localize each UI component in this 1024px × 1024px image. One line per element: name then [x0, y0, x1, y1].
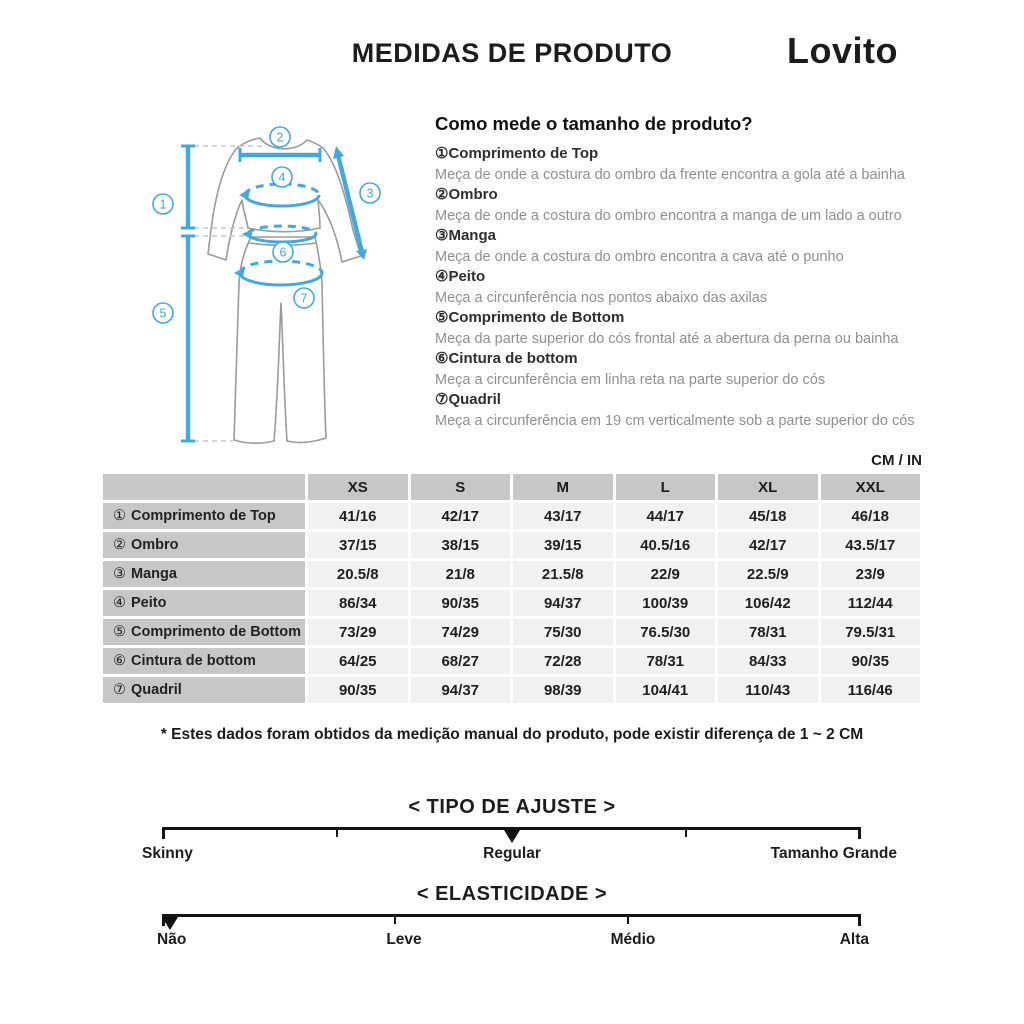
size-value-cell: 38/15 — [411, 532, 511, 558]
svg-text:6: 6 — [279, 245, 287, 260]
size-value-cell: 84/33 — [718, 648, 818, 674]
size-value-cell: 44/17 — [616, 503, 716, 529]
size-value-cell: 46/18 — [821, 503, 921, 529]
callout-1-icon — [153, 194, 173, 214]
row-label-text: Peito — [131, 595, 167, 611]
row-label-text: Manga — [131, 566, 177, 582]
elasticity-label-alta: Alta — [839, 931, 869, 948]
measurement-lines — [181, 146, 367, 441]
size-value-cell: 98/39 — [513, 677, 613, 703]
brand-logo: Lovito — [787, 30, 898, 71]
table-corner-cell — [103, 474, 305, 500]
row-number: ⑦ — [113, 682, 126, 698]
scale-tick — [336, 827, 338, 837]
size-table — [103, 474, 920, 703]
size-value-cell: 75/30 — [513, 619, 613, 645]
size-value-cell: 22.5/9 — [718, 561, 818, 587]
callout-7-icon — [294, 288, 314, 308]
elasticity-label-medio: Médio — [610, 931, 656, 948]
instructions-heading: Como mede o tamanho de produto? — [435, 113, 753, 134]
size-value-cell: 94/37 — [411, 677, 511, 703]
size-value-cell: 73/29 — [308, 619, 408, 645]
row-label-text: Ombro — [131, 537, 179, 553]
size-value-cell: 21.5/8 — [513, 561, 613, 587]
guide-lines — [194, 146, 263, 441]
size-value-cell: 116/46 — [821, 677, 921, 703]
instruction-number: ③ — [435, 227, 449, 244]
scale-tick — [685, 827, 687, 837]
instruction-description: Meça de onde a costura do ombro da frente encontra a gola até a bainha — [435, 166, 905, 183]
garment-measurement-diagram — [130, 110, 440, 470]
instruction-item — [435, 349, 940, 390]
elasticity-heading: < ELASTICIDADE > — [416, 883, 608, 905]
size-value-cell: 21/8 — [411, 561, 511, 587]
size-value-cell: 90/35 — [821, 648, 921, 674]
column-header: M — [513, 474, 613, 500]
instruction-title: Ombro — [448, 186, 498, 203]
fit-type-labels — [0, 845, 1024, 865]
instruction-title-line — [435, 226, 940, 247]
row-label-text: Comprimento de Top — [131, 508, 276, 524]
instruction-item — [435, 390, 940, 431]
column-header: XL — [718, 474, 818, 500]
size-value-cell: 42/17 — [718, 532, 818, 558]
instruction-number: ⑦ — [435, 391, 449, 408]
row-label — [103, 561, 305, 587]
size-value-cell: 22/9 — [616, 561, 716, 587]
svg-text:2: 2 — [276, 130, 284, 145]
row-number: ⑤ — [113, 624, 126, 640]
instruction-item — [435, 144, 940, 185]
callout-5-icon — [153, 303, 173, 323]
column-header: L — [616, 474, 716, 500]
size-value-cell: 43.5/17 — [821, 532, 921, 558]
fit-label-regular: Regular — [483, 845, 541, 862]
fit-label-skinny: Skinny — [142, 845, 193, 862]
size-value-cell: 64/25 — [308, 648, 408, 674]
size-value-cell: 100/39 — [616, 590, 716, 616]
size-value-cell: 94/37 — [513, 590, 613, 616]
size-value-cell: 42/17 — [411, 503, 511, 529]
size-value-cell: 90/35 — [308, 677, 408, 703]
row-label — [103, 677, 305, 703]
instruction-item — [435, 267, 940, 308]
scale-line — [162, 914, 861, 917]
instruction-description: Meça a circunferência em linha reta na parte superior do cós — [435, 371, 826, 388]
instruction-item — [435, 308, 940, 349]
elasticity-label-leve: Leve — [386, 931, 422, 948]
instruction-title: Comprimento de Bottom — [448, 309, 625, 326]
instruction-number: ⑤ — [435, 309, 449, 326]
instruction-description: Meça de onde a costura do ombro encontra a manga de um lado a outro — [435, 207, 902, 224]
instruction-title-line — [435, 390, 940, 411]
fit-label-tamanho-grande: Tamanho Grande — [770, 845, 897, 862]
svg-text:7: 7 — [300, 291, 308, 306]
size-value-cell: 40.5/16 — [616, 532, 716, 558]
row-number: ② — [113, 537, 126, 553]
row-label — [103, 619, 305, 645]
scale-tick — [627, 914, 629, 924]
size-value-cell: 74/29 — [411, 619, 511, 645]
elasticity-marker-triangle-icon — [162, 917, 178, 930]
row-number: ① — [113, 508, 126, 524]
scale-tick — [394, 914, 396, 924]
size-value-cell: 20.5/8 — [308, 561, 408, 587]
size-value-cell: 68/27 — [411, 648, 511, 674]
instruction-number: ④ — [435, 268, 449, 285]
instruction-number: ① — [435, 145, 449, 162]
size-value-cell: 78/31 — [718, 619, 818, 645]
instruction-number: ⑥ — [435, 350, 449, 367]
size-value-cell: 110/43 — [718, 677, 818, 703]
row-label — [103, 648, 305, 674]
instructions-list — [435, 144, 940, 431]
row-number: ③ — [113, 566, 126, 582]
instruction-number: ② — [435, 186, 449, 203]
callout-2-icon — [270, 127, 290, 147]
scale-end-cap — [858, 914, 861, 926]
unit-label: CM / IN — [871, 452, 922, 469]
size-value-cell: 37/15 — [308, 532, 408, 558]
row-label — [103, 503, 305, 529]
instruction-title-line — [435, 185, 940, 206]
fit-type-heading: < TIPO DE AJUSTE > — [408, 796, 616, 818]
instruction-title: Manga — [448, 227, 496, 244]
instruction-description: Meça de onde a costura do ombro encontra a cava até o punho — [435, 248, 844, 265]
svg-text:5: 5 — [159, 306, 167, 321]
svg-text:1: 1 — [159, 197, 167, 212]
size-value-cell: 79.5/31 — [821, 619, 921, 645]
scale-end-cap — [162, 827, 165, 839]
row-label — [103, 532, 305, 558]
size-value-cell: 41/16 — [308, 503, 408, 529]
instruction-title: Cintura de bottom — [448, 350, 578, 367]
callout-6-icon — [273, 242, 293, 262]
scale-end-cap — [858, 827, 861, 839]
svg-text:4: 4 — [278, 170, 286, 185]
instruction-title-line — [435, 349, 940, 370]
size-value-cell: 45/18 — [718, 503, 818, 529]
size-value-cell: 43/17 — [513, 503, 613, 529]
size-value-cell: 104/41 — [616, 677, 716, 703]
row-number: ④ — [113, 595, 126, 611]
size-value-cell: 78/31 — [616, 648, 716, 674]
page-title: MEDIDAS DE PRODUTO — [351, 38, 673, 68]
svg-text:3: 3 — [366, 186, 374, 201]
instruction-title: Quadril — [448, 391, 501, 408]
instruction-title-line — [435, 144, 940, 165]
row-label-text: Cintura de bottom — [131, 653, 256, 669]
elasticity-labels — [0, 931, 1024, 951]
instruction-item — [435, 185, 940, 226]
size-value-cell: 72/28 — [513, 648, 613, 674]
row-number: ⑥ — [113, 653, 126, 669]
instruction-item — [435, 226, 940, 267]
size-value-cell: 106/42 — [718, 590, 818, 616]
row-label-text: Quadril — [131, 682, 182, 698]
size-value-cell: 112/44 — [821, 590, 921, 616]
instruction-title-line — [435, 267, 940, 288]
column-header: XXL — [821, 474, 921, 500]
size-value-cell: 39/15 — [513, 532, 613, 558]
callout-4-icon — [272, 167, 292, 187]
instruction-title: Peito — [448, 268, 486, 285]
fit-type-scale — [162, 827, 861, 847]
size-value-cell: 86/34 — [308, 590, 408, 616]
instruction-description: Meça da parte superior do cós frontal até a abertura da perna ou bainha — [435, 330, 899, 347]
fit-marker-triangle-icon — [504, 830, 520, 843]
measurement-instructions — [435, 112, 940, 431]
row-label — [103, 590, 305, 616]
instruction-description: Meça a circunferência nos pontos abaixo das axilas — [435, 289, 768, 306]
instruction-title: Comprimento de Top — [448, 145, 599, 162]
column-header: XS — [308, 474, 408, 500]
size-value-cell: 90/35 — [411, 590, 511, 616]
size-value-cell: 23/9 — [821, 561, 921, 587]
footnote: * Estes dados foram obtidos da medição manual do produto, pode existir diferença de 1 ~ 2 CM — [160, 726, 864, 743]
column-header: S — [411, 474, 511, 500]
instruction-title-line — [435, 308, 940, 329]
elasticity-label-nao: Não — [157, 931, 187, 948]
row-label-text: Comprimento de Bottom — [131, 624, 301, 640]
size-value-cell: 76.5/30 — [616, 619, 716, 645]
callout-3-icon — [360, 183, 380, 203]
instruction-description: Meça a circunferência em 19 cm verticalmente sob a parte superior do cós — [435, 412, 915, 429]
